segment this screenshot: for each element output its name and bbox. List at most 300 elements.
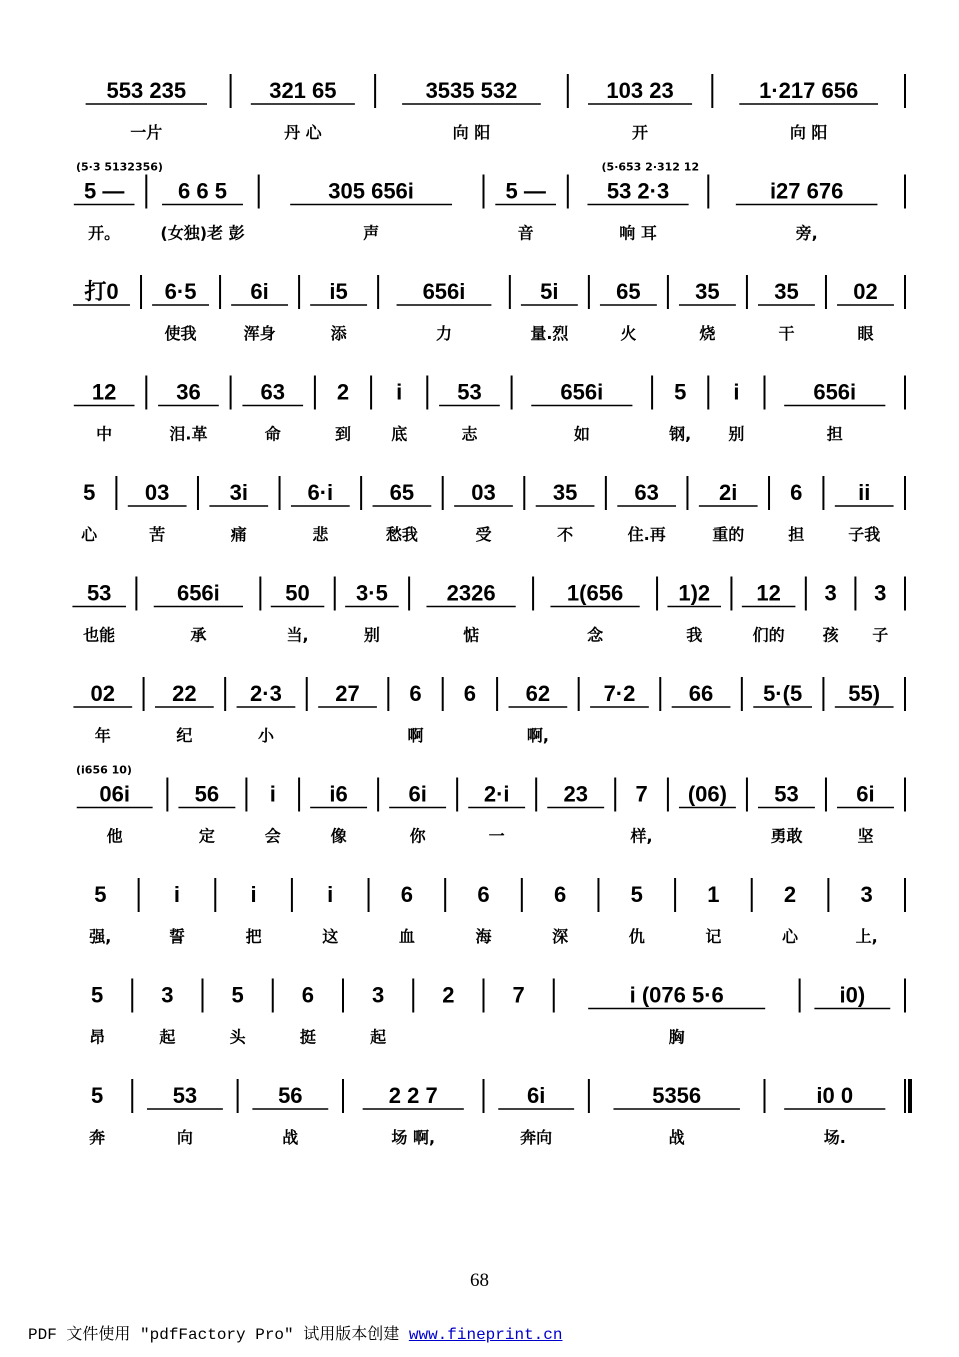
measure-lyric: 把 — [245, 927, 262, 946]
measure — [318, 681, 377, 707]
measure-notes: 62 — [525, 681, 551, 706]
measure — [736, 179, 878, 243]
measure-notes: 1 — [707, 882, 720, 907]
measure-notes: 2 — [336, 379, 350, 405]
measure-notes: 02 — [90, 681, 116, 706]
measure-lyric: 们的 — [752, 625, 785, 645]
measure-notes: 6·5 — [164, 279, 197, 304]
measure-lyric: 血 — [398, 927, 415, 946]
measure-notes: 6i — [527, 1083, 546, 1108]
measure-notes: 3 — [874, 580, 887, 606]
measure-lyric: 战 — [668, 1128, 685, 1147]
measure — [588, 983, 765, 1047]
measure-notes: 5 — [94, 882, 107, 907]
measure-lyric: 力 — [435, 324, 452, 343]
measure-lyric: 声 — [363, 223, 380, 243]
measure — [629, 882, 645, 946]
measure-notes: 7·2 — [603, 681, 636, 706]
measure — [547, 782, 604, 808]
measure-lyric: 一 — [488, 826, 505, 846]
measure-notes: 553 235 — [106, 78, 187, 103]
measure-lyric: 命 — [264, 424, 281, 444]
measure-lyric: (女独)老 彭 — [160, 223, 245, 243]
measure-notes: 50 — [285, 580, 310, 606]
measure-notes: 656i — [176, 580, 220, 606]
measure — [86, 78, 207, 142]
measure-notes: i27 676 — [769, 178, 844, 204]
measure — [310, 782, 367, 846]
measure-lyric: 志 — [461, 424, 478, 444]
measure-notes: i — [173, 882, 181, 907]
measure — [408, 681, 424, 745]
measure-lyric: 底 — [391, 424, 408, 444]
measure — [242, 380, 303, 444]
measure-lyric: 如 — [573, 424, 590, 444]
measure-notes: 103 23 — [606, 78, 674, 103]
measure — [513, 983, 525, 1008]
measure-lyric: 重的 — [712, 525, 745, 544]
measure — [237, 681, 296, 745]
measure-lyric: 像 — [330, 826, 347, 846]
measure — [856, 882, 878, 946]
measure — [391, 380, 407, 444]
measure-notes: 2i — [719, 480, 738, 505]
line-annotation: (5·3 5132356) — [76, 160, 163, 174]
measure — [835, 681, 894, 707]
measure-lyric: 海 — [475, 927, 492, 946]
measure — [823, 581, 840, 645]
measure-notes: 63 — [634, 480, 659, 505]
measure-lyric: 会 — [264, 826, 281, 846]
score-line — [73, 275, 905, 343]
score-line — [74, 376, 905, 444]
measure-notes: 2326 — [446, 580, 496, 606]
measure — [373, 480, 432, 544]
measure-lyric: 啊 — [407, 726, 424, 745]
measure-notes: 6i — [408, 781, 427, 807]
measure-notes: 6i — [250, 279, 269, 304]
measure — [753, 681, 812, 707]
measure-notes: 1·217 656 — [759, 78, 859, 103]
measure — [475, 882, 492, 946]
measure-notes: 2 2 7 — [388, 1083, 438, 1108]
measure — [679, 782, 736, 808]
measure-lyric: 孩 — [822, 625, 839, 645]
measure-notes: 56 — [278, 1083, 303, 1108]
measure — [835, 480, 894, 544]
measure-lyric: 住.再 — [627, 525, 666, 544]
measure-notes: 03 — [144, 480, 170, 505]
measure-lyric: 子 — [872, 625, 889, 645]
measure-lyric: 他 — [106, 826, 123, 846]
measure-notes: 6 — [554, 882, 567, 907]
measure-lyric: 场 啊, — [391, 1128, 436, 1147]
measure-notes: i0) — [839, 982, 866, 1008]
measure-lyric: 向 阳 — [452, 123, 491, 142]
score-line — [89, 1079, 910, 1147]
measure — [454, 480, 513, 544]
measure — [667, 581, 721, 645]
measure-lyric: 承 — [190, 625, 207, 645]
measure-notes: 06i — [99, 781, 130, 807]
measure-lyric: 奔向 — [520, 1128, 553, 1147]
line-annotation: (5·653 2·312 12 — [601, 160, 700, 174]
measure — [73, 279, 130, 305]
measure-lyric: 我 — [686, 625, 703, 645]
measure — [552, 882, 568, 946]
score-line — [72, 577, 905, 645]
measure-lyric: 上, — [855, 927, 878, 946]
measure-lyric: 头 — [229, 1027, 246, 1047]
measure-lyric: 担 — [826, 424, 843, 444]
measure-notes: 5 — [674, 379, 687, 405]
measure-lyric: 挺 — [299, 1027, 316, 1047]
measure-notes: 35 — [695, 279, 720, 304]
measure-lyric: 别 — [728, 424, 745, 444]
measure-lyric: 样, — [630, 826, 653, 846]
measure-notes: 35 — [774, 279, 799, 304]
measure-lyric: 悲 — [312, 525, 329, 544]
measure-notes: i — [269, 781, 276, 807]
measure — [705, 882, 721, 946]
measure — [322, 882, 338, 946]
measure-notes: 55) — [848, 681, 881, 706]
measure-notes: 3 — [372, 982, 385, 1008]
score-line — [73, 677, 905, 745]
score-line — [86, 74, 905, 142]
measure-lyric: 一片 — [130, 123, 163, 142]
measure-notes: 6 — [400, 882, 413, 907]
measure-notes: 36 — [176, 379, 201, 405]
measure-notes: 1)2 — [678, 580, 711, 606]
measure — [397, 279, 492, 343]
measure-lyric: 胸 — [668, 1027, 685, 1047]
measure — [588, 78, 692, 142]
measure-lyric: 年 — [94, 726, 111, 745]
measure-notes: 12 — [756, 580, 781, 606]
measure-lyric: 烧 — [699, 324, 716, 343]
measure — [630, 782, 653, 846]
measure-lyric: 不 — [557, 525, 574, 544]
measure-lyric: 强, — [89, 927, 112, 946]
measure-notes: 3i — [229, 480, 248, 505]
measure-lyric: 念 — [587, 625, 604, 645]
measure — [73, 681, 132, 745]
measure-notes: 3·5 — [356, 580, 388, 606]
measure-notes: 321 65 — [269, 78, 337, 103]
measure-notes: 6 — [477, 882, 490, 907]
measure-lyric: 这 — [322, 927, 339, 946]
measure — [231, 279, 288, 343]
measure — [742, 581, 796, 645]
measure-notes: 35 — [552, 480, 578, 505]
measure — [89, 1083, 105, 1147]
measure — [495, 179, 556, 243]
measure-notes: 2·3 — [250, 681, 282, 706]
measure — [699, 480, 758, 544]
measure — [251, 78, 355, 142]
measure — [739, 78, 878, 142]
measure — [498, 1083, 574, 1147]
measure — [152, 279, 209, 343]
measure-notes: 5 — [91, 1083, 104, 1108]
measure-notes: 5 — [630, 882, 643, 907]
measure — [402, 78, 541, 142]
measure-lyric: 你 — [409, 826, 426, 846]
measure — [230, 983, 247, 1047]
measure-notes: 3 — [824, 580, 837, 606]
footer-link[interactable]: www.fineprint.cn — [408, 1326, 563, 1344]
measure-notes: 22 — [172, 681, 197, 706]
measure — [74, 179, 135, 243]
measure-notes: 5i — [540, 279, 559, 304]
measure-notes: 2·i — [483, 781, 510, 807]
measure-lyric: 啊, — [526, 726, 549, 745]
measure-lyric: 向 阳 — [789, 123, 828, 142]
measure — [128, 480, 187, 544]
measure-lyric: 痛 — [230, 525, 247, 544]
measure-notes: 56 — [194, 781, 220, 807]
measure — [169, 882, 185, 946]
measure — [77, 782, 153, 846]
measure-lyric: 惦 — [463, 625, 480, 645]
measure-notes: 7 — [512, 982, 525, 1008]
measure-notes: 6 — [790, 480, 803, 505]
measure-notes: 305 656i — [328, 178, 414, 204]
measure-notes: 23 — [563, 781, 588, 807]
measure-notes: 27 — [335, 681, 360, 706]
measure-lyric: 昂 — [89, 1027, 106, 1047]
measure — [426, 581, 515, 645]
measure-lyric: 心 — [782, 927, 799, 946]
measure-lyric: 战 — [282, 1128, 299, 1147]
measure-notes: 5 — [91, 982, 104, 1008]
measure — [310, 279, 367, 343]
score-line — [76, 764, 905, 846]
measure — [468, 782, 525, 846]
measure-notes: 656i — [813, 379, 857, 405]
measure-notes: 5·(5 — [763, 681, 803, 706]
measure-notes: ii — [858, 480, 871, 505]
measure — [837, 782, 894, 846]
measure — [363, 1083, 464, 1147]
measure-lyric: 深 — [552, 927, 569, 946]
measure — [837, 279, 894, 343]
measure-lyric: 定 — [198, 826, 215, 846]
measure-notes: 5 — — [83, 178, 125, 204]
measure-notes: 65 — [616, 279, 641, 304]
measure-notes: i — [327, 882, 334, 907]
measure-lyric: 中 — [96, 424, 113, 444]
measure — [728, 380, 744, 444]
measure — [782, 882, 799, 946]
measure-lyric: 坚 — [857, 826, 874, 846]
measure — [74, 380, 135, 444]
measure-notes: 53 2·3 — [606, 178, 670, 204]
measure-lyric: 场. — [823, 1128, 846, 1147]
measure-lyric: 记 — [705, 927, 722, 946]
measure-lyric: 也能 — [83, 625, 116, 645]
measure — [531, 380, 632, 444]
measure-notes: 2 — [442, 982, 455, 1008]
measure — [617, 480, 676, 544]
measure-lyric: 当, — [286, 625, 309, 645]
measure-lyric: 量.烈 — [530, 324, 569, 343]
measure — [290, 179, 452, 243]
measure — [464, 681, 476, 706]
measure — [668, 380, 691, 444]
measure-notes: 656i — [422, 279, 466, 304]
measure-lyric: 使我 — [164, 324, 197, 343]
measure-notes: 5356 — [652, 1083, 702, 1108]
score-line — [74, 161, 905, 243]
measure — [613, 1083, 739, 1147]
measure — [88, 882, 111, 946]
measure-notes: 02 — [853, 279, 878, 304]
measure-notes: i — [250, 882, 257, 907]
measure-lyric: 别 — [363, 625, 380, 645]
measure-lyric: 火 — [620, 324, 637, 343]
measure-notes: (06) — [687, 781, 727, 807]
measure — [291, 480, 350, 544]
measure-notes: i — [396, 379, 403, 405]
measure-notes: 5 — — [505, 178, 546, 204]
measure-notes: 3 — [161, 982, 174, 1008]
measure — [265, 782, 281, 846]
measure — [389, 782, 446, 846]
measure-lyric: 起 — [370, 1027, 387, 1047]
measure-notes: 2 — [783, 882, 797, 907]
measure-notes: 6 6 5 — [178, 178, 227, 204]
measure-notes: i0 0 — [816, 1083, 854, 1108]
measure-lyric: 勇敢 — [770, 826, 803, 846]
measure — [252, 1083, 328, 1147]
measure-lyric: 眼 — [857, 324, 874, 343]
measure — [155, 681, 214, 745]
measure — [784, 1083, 885, 1147]
measure — [788, 480, 804, 544]
measure — [147, 1083, 223, 1147]
measure-notes: 63 — [260, 379, 285, 405]
measure — [246, 882, 262, 946]
measure-lyric: 誓 — [168, 927, 185, 946]
measure-lyric: 泪.革 — [169, 424, 208, 444]
measure — [209, 480, 268, 544]
measure-notes: 53 — [774, 781, 799, 807]
measure-notes: 66 — [688, 681, 714, 706]
measure — [335, 380, 351, 444]
measure-notes: 6 — [301, 982, 314, 1008]
measure — [300, 983, 316, 1047]
measure — [154, 581, 243, 645]
measure-lyric: 担 — [788, 525, 805, 544]
measure-lyric: 向 — [176, 1128, 193, 1147]
measure — [600, 279, 657, 343]
measure — [399, 882, 415, 946]
line-annotation: (i656 10) — [76, 763, 132, 777]
measure — [89, 983, 105, 1047]
measure-notes: 6i — [856, 781, 875, 807]
measure-notes: 3535 532 — [425, 78, 518, 103]
measure-lyric: 奔 — [89, 1128, 106, 1147]
measure — [872, 581, 888, 645]
measure-lyric: 丹 心 — [284, 123, 322, 142]
score-line — [81, 476, 905, 544]
measure-notes: i5 — [329, 279, 348, 304]
measure — [345, 581, 399, 645]
measure-lyric: 浑身 — [243, 324, 276, 343]
measure-notes: 5 — [231, 982, 244, 1008]
measure-notes: i6 — [329, 781, 348, 807]
measure — [590, 681, 649, 707]
measure-lyric: 起 — [159, 1027, 176, 1047]
measure-lyric: 纪 — [176, 726, 193, 745]
pdf-footer — [28, 1321, 562, 1344]
measure — [442, 983, 454, 1008]
measure — [439, 380, 500, 444]
measure-lyric: 添 — [330, 324, 347, 343]
measure-notes: 7 — [635, 781, 648, 807]
measure — [758, 782, 815, 846]
measure-notes: 6 — [463, 681, 477, 706]
measure — [72, 581, 126, 645]
measure — [758, 279, 815, 343]
measure-lyric: 干 — [778, 324, 795, 343]
measure-lyric: 响 耳 — [619, 223, 657, 243]
measure — [536, 480, 595, 544]
measure — [814, 983, 890, 1009]
measure — [160, 179, 244, 243]
measure-notes: 65 — [389, 480, 415, 505]
measure-notes: 6·i — [307, 480, 334, 505]
measure — [587, 179, 688, 243]
score-line — [88, 878, 905, 946]
measure-notes: 12 — [91, 379, 117, 405]
score-line — [89, 979, 905, 1047]
page-number: 68 — [470, 1270, 489, 1291]
measure-notes: 1(656 — [566, 580, 624, 606]
measure-lyric: 开 — [632, 123, 649, 142]
measure — [509, 681, 568, 745]
measure-notes: 打0 — [84, 279, 119, 304]
measure-notes: 3 — [860, 882, 873, 907]
measure — [784, 380, 885, 444]
measure-lyric: 旁, — [795, 223, 818, 243]
measure-notes: 53 — [457, 379, 482, 405]
measure-lyric: 苦 — [149, 525, 166, 544]
measure-notes: i (076 5·6 — [629, 982, 724, 1008]
measure — [672, 681, 731, 707]
measure-lyric: 音 — [517, 223, 534, 243]
measure-notes: 6 — [409, 681, 422, 706]
measure-notes: 5 — [83, 480, 96, 505]
measure-lyric: 愁我 — [385, 525, 418, 544]
measure-notes: 656i — [560, 379, 604, 405]
measure — [550, 581, 639, 645]
measure-notes: 53 — [172, 1083, 198, 1108]
measure-lyric: 钢, — [669, 424, 692, 444]
footer-text: PDF 文件使用 "pdfFactory Pro" 试用版本创建 — [28, 1326, 400, 1344]
measure-lyric: 心 — [81, 525, 98, 544]
measure — [178, 782, 235, 846]
measure — [679, 279, 736, 343]
measure — [370, 983, 386, 1047]
measure-lyric: 子我 — [848, 525, 881, 544]
measure-lyric: 到 — [334, 424, 352, 444]
measure-lyric: 开。 — [88, 223, 121, 243]
measure — [158, 380, 219, 444]
measure-lyric: 小 — [257, 726, 274, 745]
